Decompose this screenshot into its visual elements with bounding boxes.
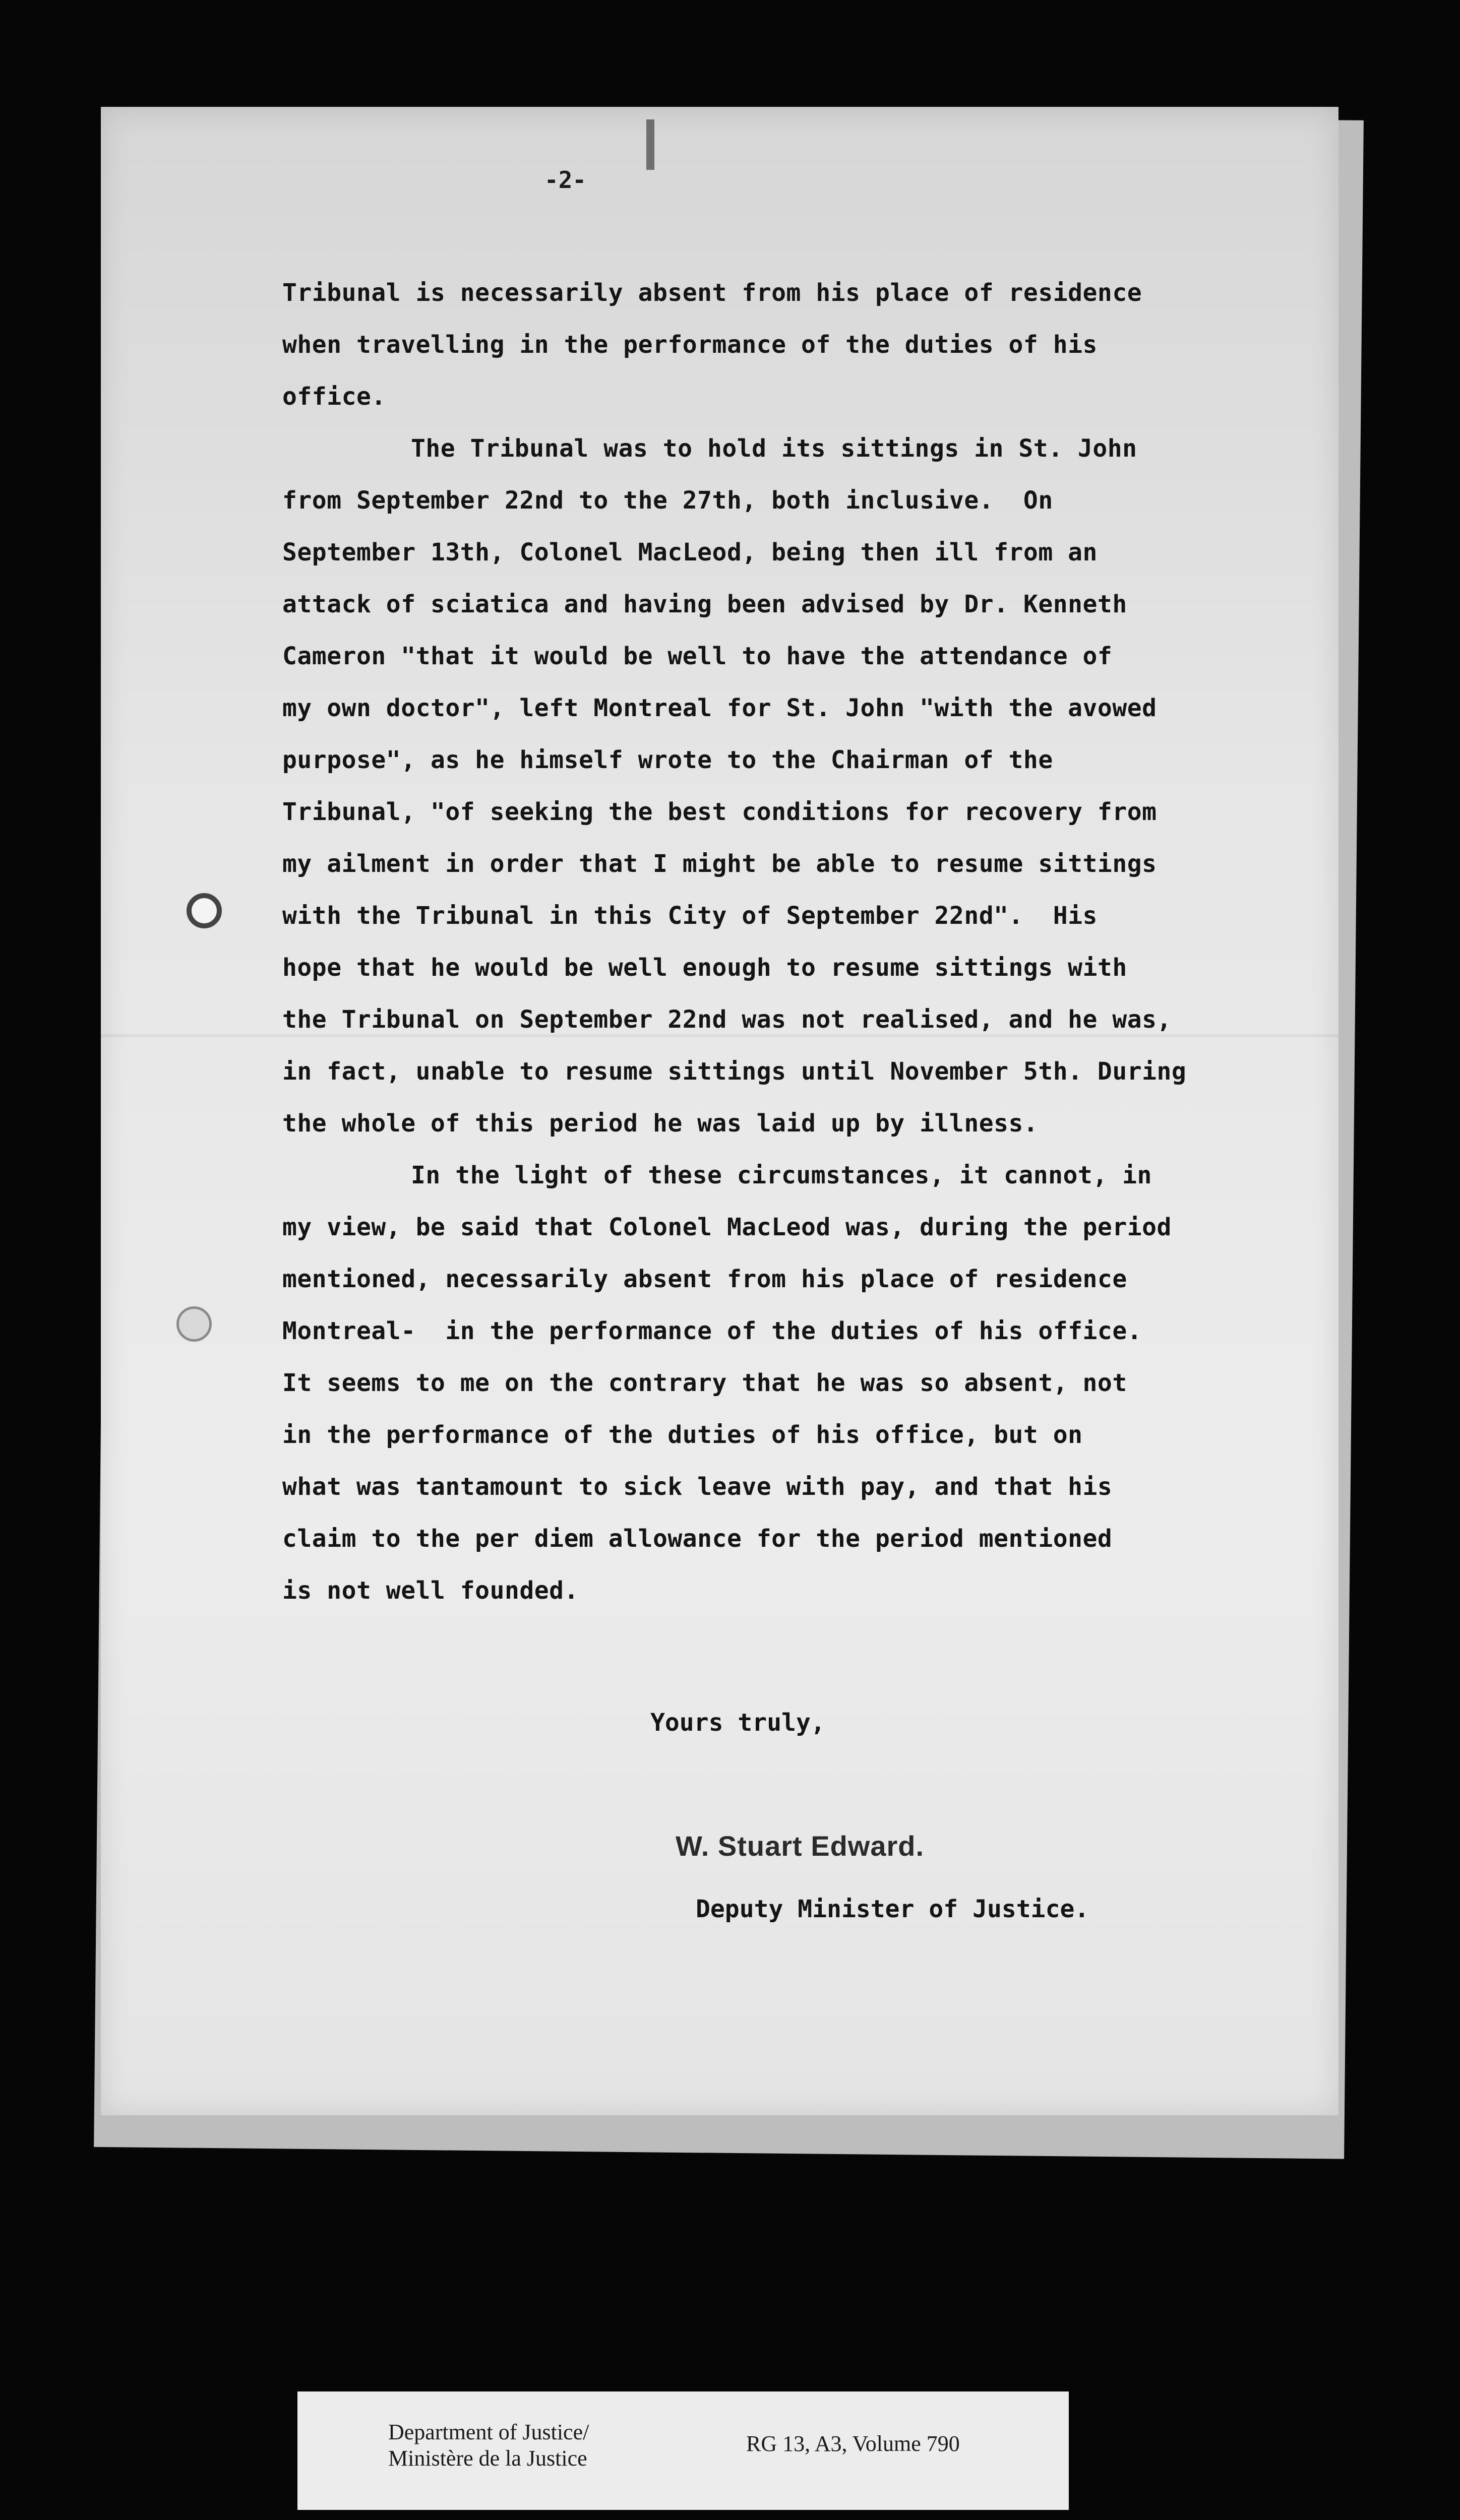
text-line: claim to the per diem allowance for the period mentioned [282, 1525, 1113, 1553]
department-line-french: Ministère de la Justice [388, 2446, 587, 2471]
page-number: -2- [544, 166, 587, 194]
text-line: Montreal- in the performance of the duties of his office. [282, 1317, 1142, 1345]
text-line: September 13th, Colonel MacLeod, being then ill from an [282, 538, 1098, 566]
archive-reference-label [297, 2391, 1069, 2510]
text-line: The Tribunal was to hold its sittings in St. John [411, 434, 1137, 463]
text-line: what was tantamount to sick leave with pay, and that his [282, 1473, 1113, 1501]
letter-body [282, 267, 1321, 1617]
text-line: with the Tribunal in this City of September 22nd". His [282, 902, 1098, 930]
text-line: In the light of these circumstances, it cannot, in [411, 1161, 1152, 1189]
text-line: mentioned, necessarily absent from his place of residence [282, 1265, 1127, 1293]
text-line: It seems to me on the contrary that he was so absent, not [282, 1369, 1127, 1397]
archive-reference: RG 13, A3, Volume 790 [746, 2431, 960, 2456]
signature: W. Stuart Edward. [676, 1830, 925, 1862]
text-line: is not well founded. [282, 1577, 579, 1605]
text-line: in fact, unable to resume sittings until November 5th. During [282, 1057, 1187, 1086]
text-line: Cameron "that it would be well to have the attendance of [282, 642, 1113, 670]
punch-hole [187, 893, 222, 928]
staple-mark [640, 119, 660, 170]
punch-hole [176, 1306, 212, 1342]
signer-title: Deputy Minister of Justice. [696, 1895, 1089, 1923]
department-line-english: Department of Justice/ [388, 2420, 589, 2444]
text-line: my ailment in order that I might be able to resume sittings [282, 850, 1157, 878]
text-line: my own doctor", left Montreal for St. John "with the avowed [282, 694, 1157, 722]
text-line: the Tribunal on September 22nd was not realised, and he was, [282, 1005, 1172, 1034]
text-line: from September 22nd to the 27th, both inclusive. On [282, 486, 1053, 515]
text-line: office. [282, 383, 386, 411]
text-line: Tribunal is necessarily absent from his place of residence [282, 279, 1142, 307]
text-line: when travelling in the performance of the duties of his [282, 331, 1098, 359]
text-line: my view, be said that Colonel MacLeod was, during the period [282, 1213, 1172, 1241]
closing-salutation: Yours truly, [650, 1709, 825, 1737]
text-line: Tribunal, "of seeking the best conditions for recovery from [282, 798, 1157, 826]
text-line: attack of sciatica and having been advised by Dr. Kenneth [282, 590, 1127, 618]
text-line: purpose", as he himself wrote to the Chairman of the [282, 746, 1053, 774]
text-line: the whole of this period he was laid up by illness. [282, 1109, 1039, 1138]
text-line: hope that he would be well enough to resume sittings with [282, 954, 1127, 982]
department-name [388, 2419, 589, 2472]
text-line: in the performance of the duties of his office, but on [282, 1421, 1083, 1449]
